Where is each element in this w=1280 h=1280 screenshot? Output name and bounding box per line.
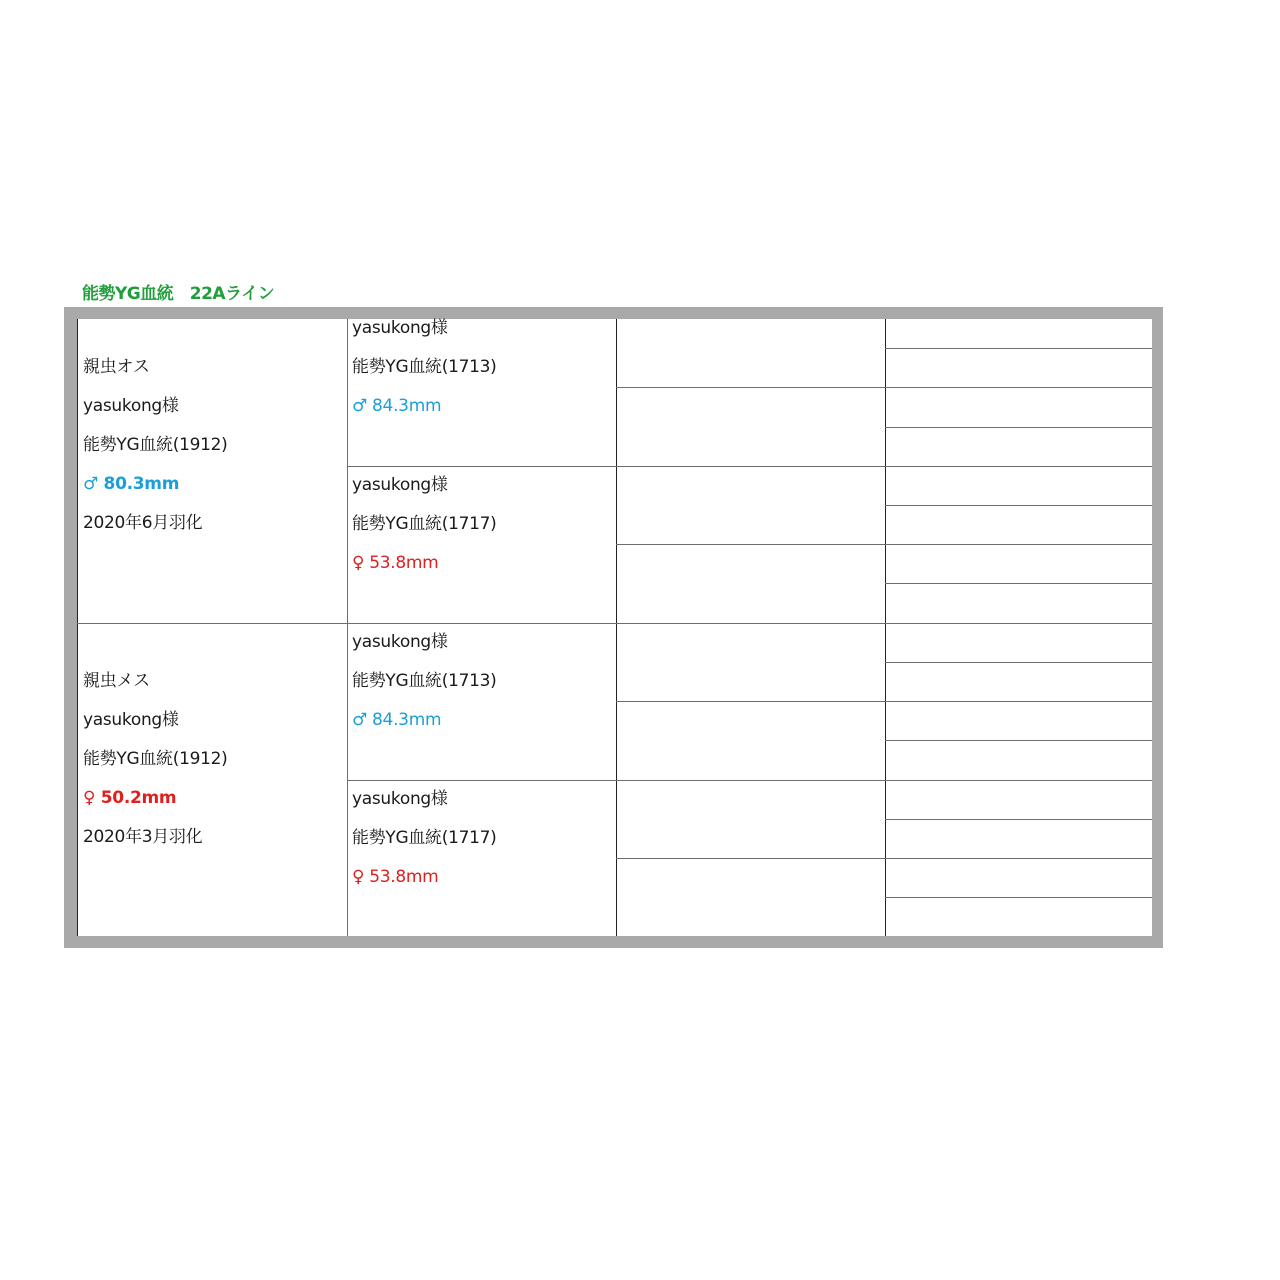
breeder-name: yasukong様 (352, 318, 448, 338)
row-divider (885, 897, 1152, 898)
parent-label: 親虫メス (83, 671, 150, 691)
bloodline: 能勢YG血統(1713) (352, 357, 497, 377)
pedigree-title: 能勢YG血統 22Aライン (82, 284, 275, 304)
row-divider (885, 623, 1152, 624)
row-divider (885, 387, 1152, 388)
size-male: ♂ 80.3mm (83, 474, 180, 494)
grandparent-cell (352, 780, 497, 897)
breeder-name: yasukong様 (352, 475, 448, 495)
grandparent-cell (352, 623, 497, 740)
row-divider (885, 427, 1152, 428)
size-male: ♂ 84.3mm (352, 396, 442, 416)
size-female: ♀ 53.8mm (352, 553, 439, 573)
row-divider (616, 544, 885, 545)
breeder-name: yasukong様 (83, 396, 179, 416)
emergence-date: 2020年6月羽化 (83, 513, 203, 533)
row-divider (885, 583, 1152, 584)
pedigree-table (77, 319, 1152, 936)
column-divider (616, 319, 617, 936)
column-divider (77, 319, 78, 936)
parent-female-cell (83, 662, 228, 857)
row-divider (616, 858, 885, 859)
emergence-date: 2020年3月羽化 (83, 827, 203, 847)
row-divider (885, 819, 1152, 820)
row-divider (616, 780, 885, 781)
breeder-name: yasukong様 (83, 710, 179, 730)
bloodline: 能勢YG血統(1912) (83, 435, 228, 455)
row-divider (885, 544, 1152, 545)
breeder-name: yasukong様 (352, 632, 448, 652)
parent-label: 親虫オス (83, 357, 150, 377)
row-divider (885, 662, 1152, 663)
size-female: ♀ 53.8mm (352, 867, 439, 887)
row-divider (616, 387, 885, 388)
row-divider (885, 505, 1152, 506)
bloodline: 能勢YG血統(1717) (352, 828, 497, 848)
bloodline: 能勢YG血統(1912) (83, 749, 228, 769)
size-female: ♀ 50.2mm (83, 788, 177, 808)
row-divider (885, 348, 1152, 349)
row-divider (616, 466, 885, 467)
column-divider (347, 319, 348, 936)
parent-male-cell (83, 348, 228, 543)
row-divider (616, 623, 885, 624)
row-divider (885, 740, 1152, 741)
row-divider (885, 701, 1152, 702)
row-divider (616, 701, 885, 702)
grandparent-cell (352, 309, 497, 426)
bloodline: 能勢YG血統(1717) (352, 514, 497, 534)
breeder-name: yasukong様 (352, 789, 448, 809)
size-male: ♂ 84.3mm (352, 710, 442, 730)
column-divider (885, 319, 886, 936)
row-divider (885, 466, 1152, 467)
bloodline: 能勢YG血統(1713) (352, 671, 497, 691)
row-divider (885, 858, 1152, 859)
row-divider (885, 780, 1152, 781)
row-divider (77, 623, 347, 624)
grandparent-cell (352, 466, 497, 583)
